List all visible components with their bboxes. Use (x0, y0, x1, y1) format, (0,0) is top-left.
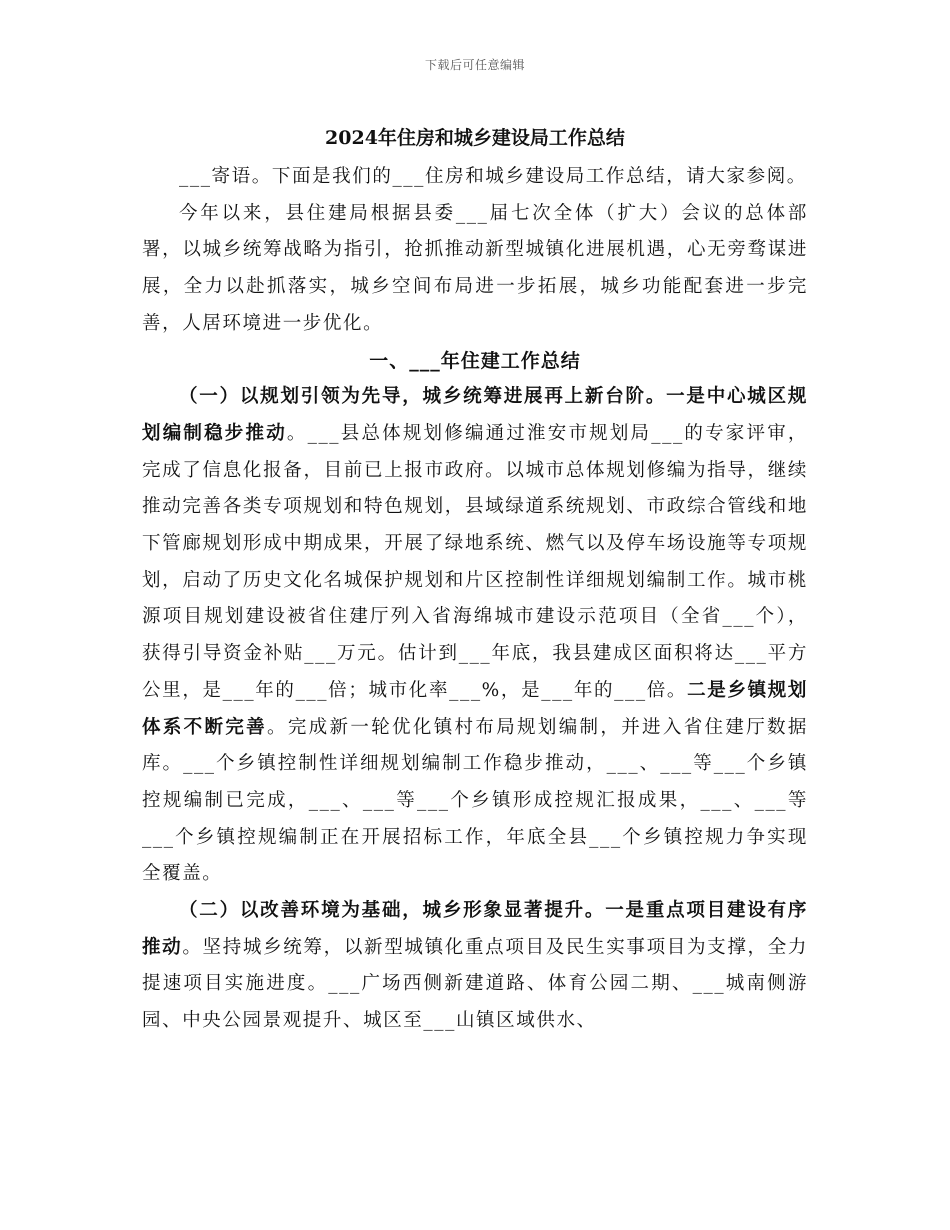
paragraph-text: 。___县总体规划修编通过淮安市规划局___的专家评审，完成了信息化报备，目前已上报市政府。以城市总体规划修编为指导，继续推动完善各类专项规划和特色规划，县域绿道系统规划、市政综合管线和地下管廊规划形成中期成果，开展了绿地系统、燃气以及停车场设施等专项规划，启动了历史文化名城保护规划和片区控制性详细规划编制工作。城市桃源项目规划建设被省住建厅列入省海绵城市建设示范项目（全省___个），获得引导资金补贴___万元。估计到___年底，我县建成区面积将达___平方公里，是___年的___倍；城市化率___%，是___年的___倍。 (142, 422, 808, 701)
paragraph-text: 。坚持城乡统筹，以新型城镇化重点项目及民生实事项目为支撑，全力提速项目实施进度。___广场西侧新建道路、体育公园二期、___城南侧游园、中央公园景观提升、城区至___山镇区域供水、 (142, 936, 808, 1032)
document-title: 2024年住房和城乡建设局工作总结 (325, 127, 625, 149)
paragraph-lead: 二是乡镇规划体系不断完善 (142, 679, 808, 738)
paragraph-lead: （二）以改善环境为基础，城乡形象显著提升。一是重点项目建设有序推动 (142, 900, 808, 958)
paragraph-text: 。完成新一轮优化镇村布局规划编制，并进入省住建厅数据库。___个乡镇控制性详细规划编制工作稳步推动，___、___等___个乡镇控规编制已完成，___、___等___个乡镇形成控规汇报成果，___、___等___个乡镇控规编制正在开展招标工作，年底全县___个乡镇控规力争实现全覆盖。 (142, 716, 808, 885)
intro-paragraph: 今年以来，县住建局根据县委___届七次全体（扩大）会议的总体部署，以城乡统筹战略为指引，抢抓推动新型城镇化进展机遇，心无旁骛谋进展，全力以赴抓落实，城乡空间布局进一步拓展，城乡功能配套进一步完善，人居环境进一步优化。 (142, 202, 808, 334)
paragraph-lead: （一）以规划引领为先导，城乡统筹进展再上新台阶。一是中心城区规划编制稳步推动 (142, 386, 808, 444)
section-paragraph-2 (142, 893, 808, 1040)
section-paragraph-1 (142, 379, 808, 893)
document-body (142, 120, 808, 1040)
section-heading: 一、___年住建工作总结 (369, 349, 581, 372)
page-header-note: 下载后可任意编辑 (424, 58, 525, 72)
intro-paragraph: ___寄语。下面是我们的___住房和城乡建设局工作总结，请大家参阅。 (179, 166, 807, 187)
